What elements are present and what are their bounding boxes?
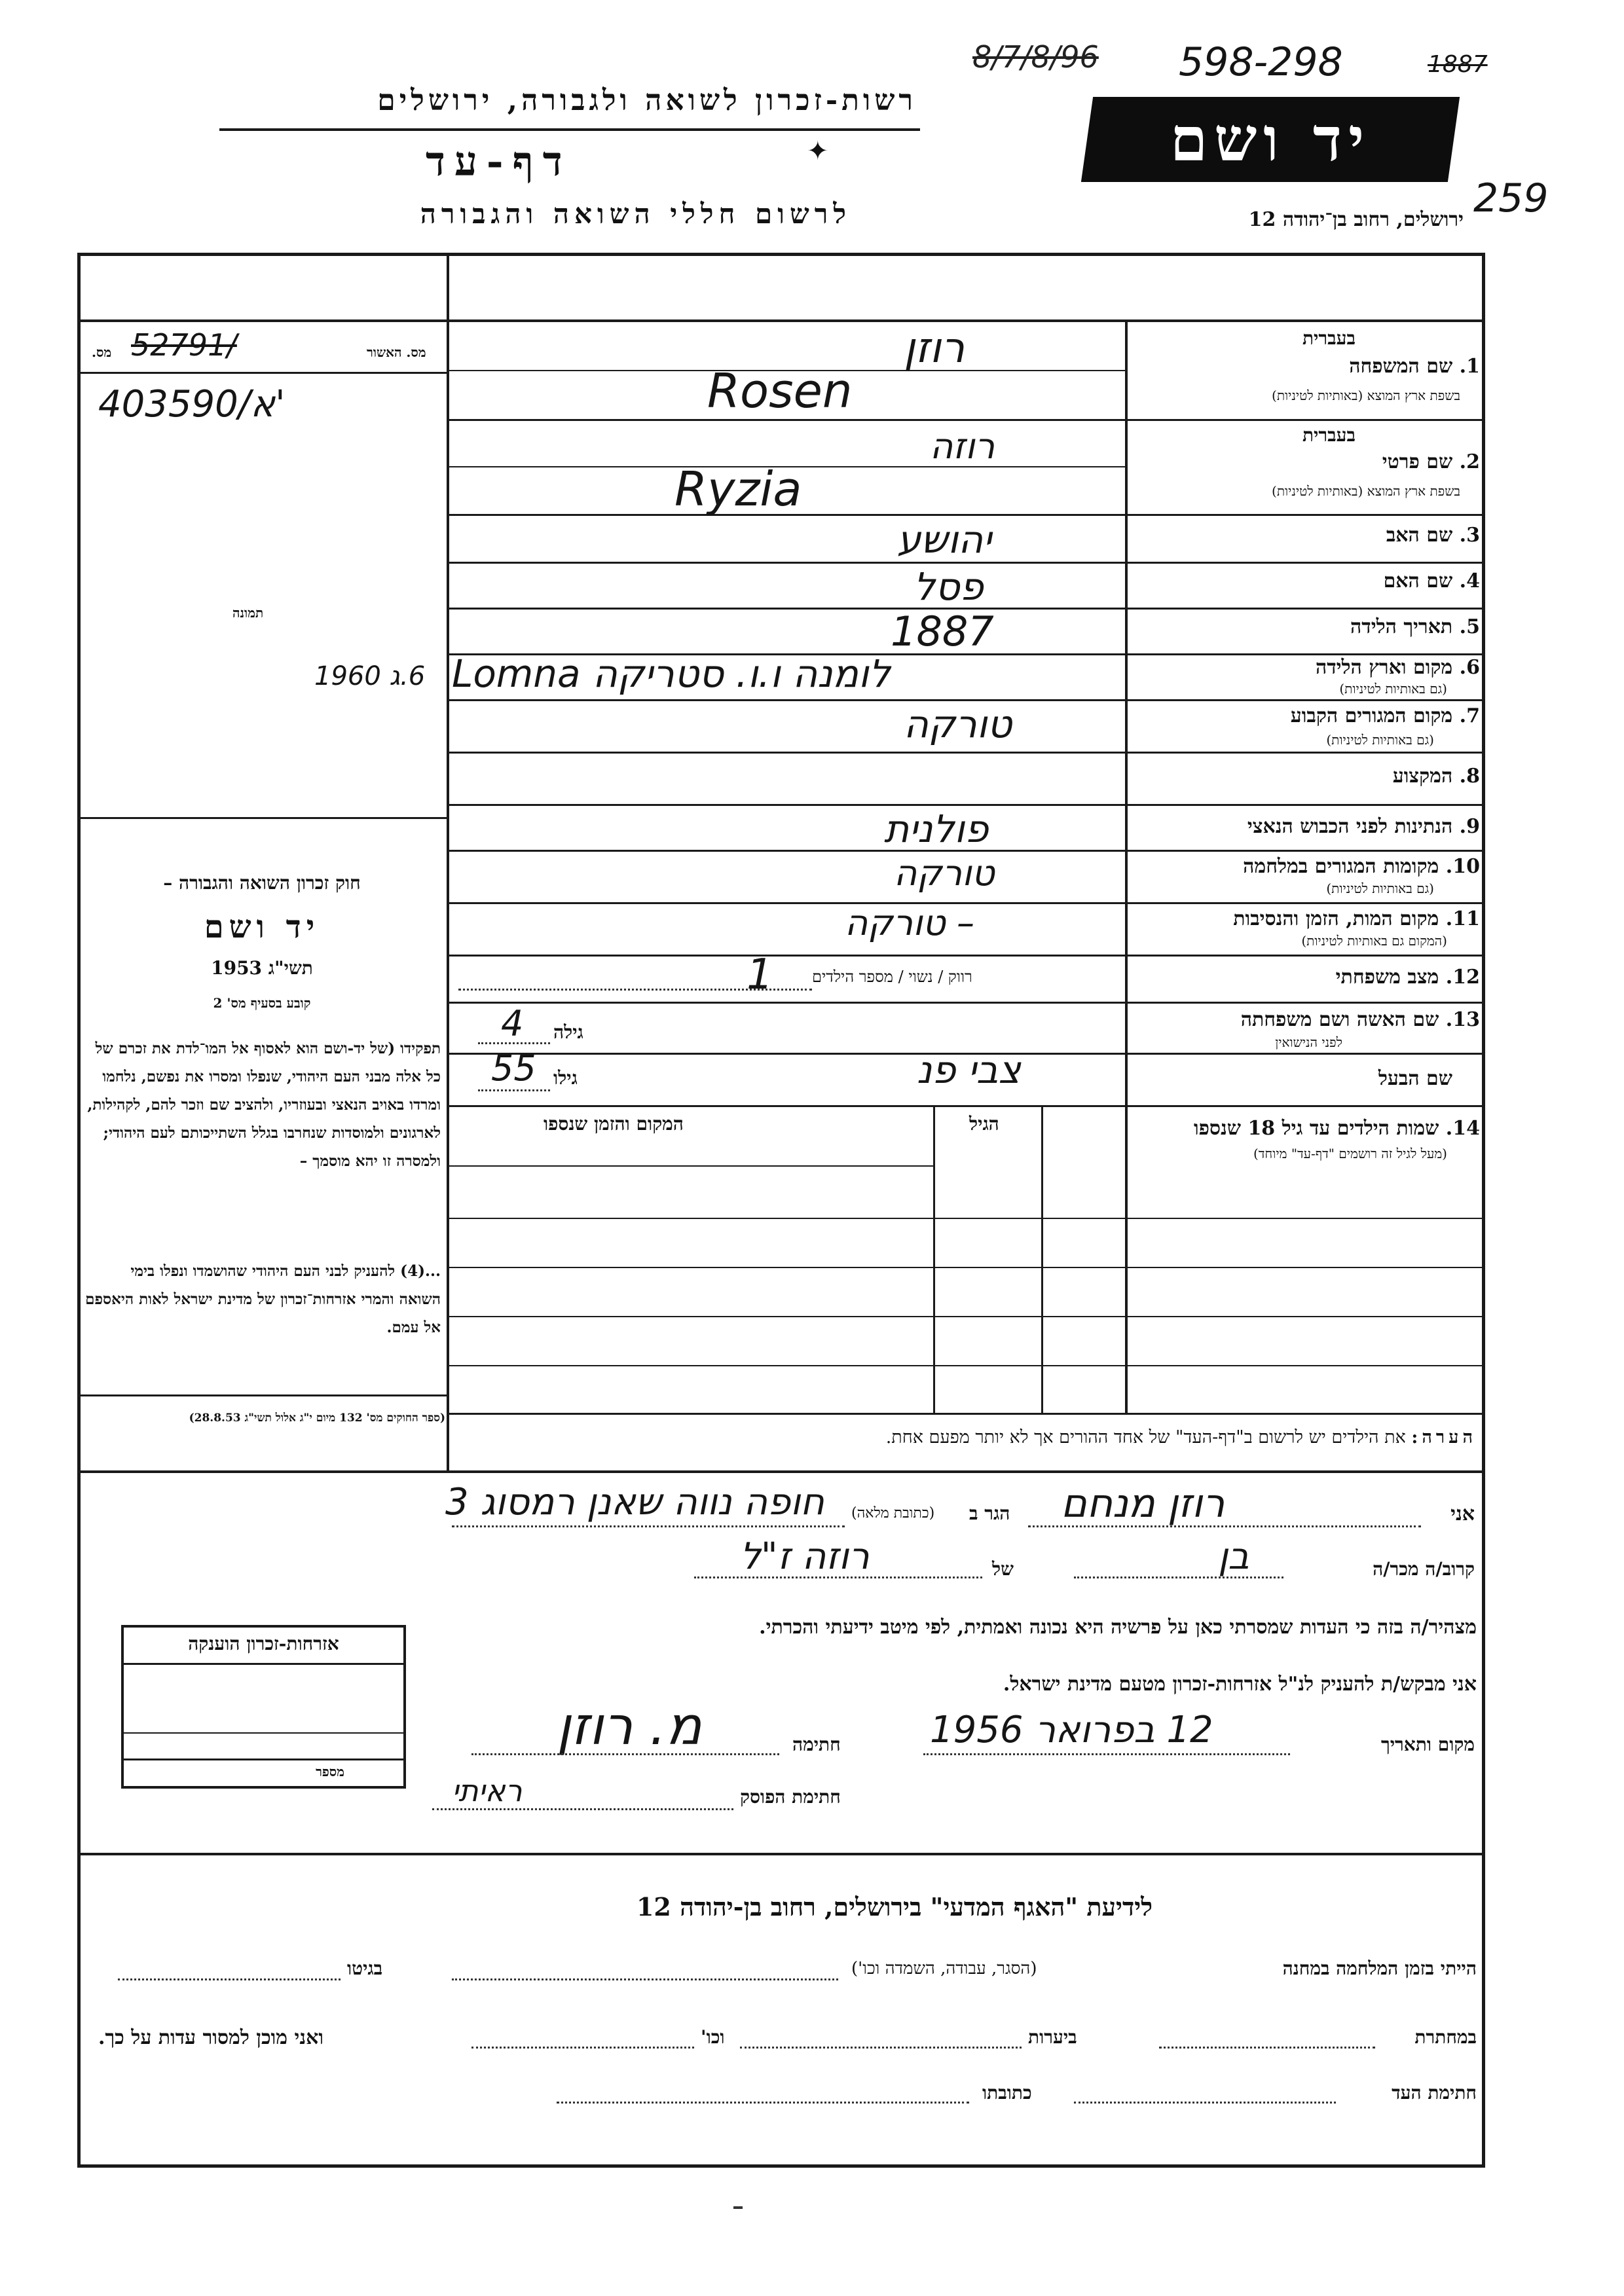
wartime-residence: טורקה	[894, 852, 995, 894]
law-title: חוק זכרון השואה והגבורה –	[163, 872, 361, 894]
marital-value: 1	[747, 951, 773, 999]
field-10-num: 10.	[1445, 855, 1480, 878]
remark-label: הערה:	[1411, 1427, 1477, 1448]
death-place: – טורקה	[845, 902, 974, 943]
field-7-label	[1291, 704, 1480, 727]
nationality: פולנית	[884, 807, 989, 851]
field-9-num: 9.	[1459, 815, 1480, 838]
footer-line1-label: הייתי בזמן המלחמה במחנה	[1282, 1958, 1477, 1979]
field-3-label	[1386, 524, 1480, 547]
children-row-rule	[449, 1267, 1484, 1268]
left-rule-photo	[79, 817, 448, 819]
left-rule-cert	[79, 372, 448, 374]
decl-address: חופה נווה שאנן רמסוג 3	[445, 1481, 824, 1523]
field-2-note: בשפת ארץ המוצא (באותיות לטיניות)	[1272, 483, 1460, 499]
field-3-text: שם האב	[1386, 524, 1453, 547]
footer-line2-a-dots	[1159, 2047, 1375, 2049]
decl-address-line	[452, 1525, 845, 1527]
children-header-rule	[449, 1165, 934, 1167]
field-4-label	[1384, 570, 1480, 592]
left-col-divider	[447, 253, 449, 1470]
header-address: ירושלים, רחוב בן־יהודה 12	[1248, 208, 1464, 231]
date-note: 6.ג 1960	[314, 661, 426, 691]
page-speck	[733, 2206, 743, 2209]
field-12-label	[1336, 966, 1480, 989]
husband-label: שם הבעל	[1378, 1067, 1452, 1090]
field-4-num: 4.	[1459, 570, 1480, 592]
footer-line2-c: וכו'	[701, 2026, 725, 2048]
decl-officer-line	[432, 1808, 733, 1810]
yad-vashem-logo	[1081, 97, 1460, 182]
footer-line2-a: במחתרת	[1414, 2026, 1477, 2048]
decl-relation-value: בן	[1218, 1535, 1249, 1578]
decl-officer-sign: ראיתי	[452, 1773, 523, 1808]
decl-relation-label: קרוב/ה מכר/ה	[1373, 1558, 1475, 1580]
field-2-text: שם פרטי	[1382, 450, 1453, 473]
footer-line2-c-dots	[471, 2047, 694, 2049]
field-6-label	[1316, 656, 1480, 679]
decl-of-label: של	[992, 1558, 1014, 1580]
field-11-label	[1233, 907, 1480, 930]
form-frame	[77, 253, 1485, 2168]
stamp-box-mid-rule	[124, 1732, 403, 1734]
row-rule	[449, 419, 1484, 421]
row-rule	[449, 804, 1484, 806]
field-7-num: 7.	[1459, 704, 1480, 727]
field-12-num: 12.	[1445, 966, 1480, 989]
firstname-hebrew: רוזה	[930, 426, 995, 467]
stamp-box-number-label: מספר	[316, 1764, 344, 1779]
father-name: יהושע	[897, 517, 992, 562]
row-rule	[449, 1105, 1484, 1107]
decl-signature-label: חתימה	[792, 1734, 841, 1755]
left-rule-law	[79, 1394, 448, 1396]
field-11-note: (המקום גם באותיות לטיניות)	[1301, 933, 1447, 949]
row-rule	[449, 699, 1484, 701]
photo-label: תמונה	[232, 605, 264, 621]
decl-place-date-value: 12 בפרואר 1956	[930, 1709, 1213, 1751]
footer-line2-d: ואני מוכן למסור עדות על כך.	[98, 2026, 324, 2049]
field-1-lang: בעברית	[1302, 327, 1356, 349]
org-line: רשות-זכרון לשואה ולגבורה, ירושלים	[377, 84, 917, 117]
marital-options: רווק / נשוי / מספר הילדים	[812, 968, 972, 986]
field-8-label	[1393, 765, 1480, 788]
wife-age-label: גילה	[553, 1021, 583, 1043]
field-5-label	[1350, 615, 1480, 638]
top-corner-mark: 1887	[1428, 51, 1488, 78]
footer-line1-end-dots	[118, 1978, 341, 1980]
children-bottom-rule	[449, 1413, 1484, 1415]
row-rule	[449, 1002, 1484, 1004]
decl-statement: מצהיר/ה בזה כי העדות שמסרתי כאן על פרשיה היא נכונה ואמתית, לפי מיטב ידיעתי והכרתי.	[759, 1616, 1477, 1639]
decl-of-line	[694, 1576, 982, 1578]
decl-place-date-label: מקום ותאריך	[1380, 1734, 1475, 1755]
field-10-note: (גם באותיות לטיניות)	[1326, 881, 1434, 896]
field-1-text: שם המשפחה	[1349, 355, 1453, 378]
field-9-text: הנתינות לפני הכבוש הנאצי	[1247, 815, 1453, 838]
law-source: (ספר החוקים מס' 132 מיום י"ג אלול תשי"ג 28.8.53)	[189, 1412, 445, 1425]
children-row-rule	[449, 1316, 1484, 1317]
mother-name: פסל	[913, 564, 984, 609]
footer-line3-b-dots	[557, 2102, 969, 2104]
label-col-divider	[1125, 321, 1128, 1414]
side-number: 259	[1473, 175, 1549, 221]
birthplace: לומנה ו.ו. סטריקה Lomna	[452, 651, 891, 696]
decl-place-date-line	[923, 1753, 1290, 1755]
decl-officer-label: חתימת הפוסק	[740, 1786, 841, 1808]
cert-label: מס. האשור	[367, 344, 426, 360]
field-6-text: מקום וארץ הלידה	[1315, 656, 1453, 679]
footer-title: לידיעת "האגף המדעי" בירושלים, רחוב בן-יהודה 12	[636, 1892, 1153, 1922]
stamp-box-title: אזרחות-זכרון הוענקה	[188, 1633, 339, 1654]
law-name: יד ושם	[204, 909, 320, 945]
wife-age-underline	[478, 1042, 550, 1044]
field-5-num: 5.	[1459, 615, 1480, 638]
field-1-num: 1.	[1459, 355, 1480, 378]
husband-age-underline	[478, 1089, 550, 1091]
footer-line1-end: בגיטו	[347, 1958, 383, 1979]
top-file-number: 598-298	[1179, 39, 1343, 85]
field-10-label	[1243, 855, 1480, 878]
declaration-bottom-rule	[79, 1853, 1484, 1855]
field-13-label	[1241, 1008, 1480, 1031]
footer-line2-b: ביערות	[1028, 2026, 1077, 2048]
field-13-text: שם האשה ושם משפחתה	[1240, 1008, 1439, 1031]
row-rule	[449, 752, 1484, 754]
firstname-latin: Ryzia	[674, 462, 802, 517]
field-11-num: 11.	[1445, 907, 1480, 930]
husband-name: צבי פנ	[917, 1048, 1021, 1092]
field-1-label	[1349, 355, 1480, 378]
field-9-label	[1247, 815, 1480, 838]
logo-text: יד ושם	[1170, 104, 1371, 175]
decl-signature-line	[471, 1753, 779, 1755]
remark-line	[886, 1427, 1477, 1448]
surname-latin: Rosen	[707, 363, 853, 418]
wife-age-value: 4	[501, 1003, 524, 1044]
surname-hebrew: רוזן	[904, 324, 965, 373]
footer-line3-a-dots	[1074, 2102, 1336, 2104]
top-crossed-number: 8/7/8/96	[972, 39, 1099, 75]
row-rule	[449, 562, 1484, 564]
children-col-divider-b	[1041, 1106, 1043, 1414]
row-rule	[449, 955, 1484, 957]
decl-relation-line	[1074, 1576, 1283, 1578]
husband-age-value: 55	[491, 1048, 536, 1089]
field-2-label	[1382, 450, 1480, 473]
footer-line1-dots	[452, 1978, 838, 1980]
row-rule	[449, 514, 1484, 516]
field-2-lang: בעברית	[1302, 424, 1356, 446]
footer-line2-b-dots	[740, 2047, 1022, 2049]
children-col-place: המקום והזמן שנספו	[544, 1113, 684, 1135]
form-subtitle: לרשום חללי השואה והגבורה	[420, 198, 851, 230]
field-12-text: מצב משפחתי	[1335, 966, 1439, 989]
cert-value: 403590/א'	[98, 383, 286, 426]
children-row-rule	[449, 1218, 1484, 1219]
decl-signature: מ. רוזן	[557, 1696, 702, 1757]
field-2-num: 2.	[1459, 450, 1480, 473]
header-rule	[219, 128, 920, 131]
residence: טורקה	[904, 702, 1012, 746]
field-8-num: 8.	[1459, 765, 1480, 788]
field-14-text: שמות הילדים עד גיל 18 שנספו	[1193, 1117, 1439, 1140]
husband-age-label: גילו	[553, 1067, 578, 1089]
remark-rule	[79, 1470, 1484, 1473]
bullet-mark: ✦	[807, 136, 829, 166]
decl-ani: אני	[1450, 1503, 1475, 1525]
children-row-rule	[449, 1365, 1484, 1366]
field-10-text: מקומות המגורים במלחמה	[1243, 855, 1439, 878]
law-clause: קובע בסעיף מס' 2	[213, 995, 311, 1011]
decl-name: רוזן מנחם	[1061, 1481, 1225, 1527]
footer-line3-a: חתימת העד	[1392, 2082, 1477, 2104]
top-strip-rule	[79, 319, 1484, 322]
stamp-box-title-rule	[124, 1663, 403, 1665]
field-5-text: תאריך הלידה	[1350, 615, 1453, 638]
field-1-note: בשפת ארץ המוצא (באותיות לטיניות)	[1272, 388, 1460, 403]
field-3-num: 3.	[1459, 524, 1480, 547]
field-14-note: (מעל לגיל זה רושמים "דף-עד" מיוחד)	[1253, 1146, 1447, 1161]
footer-line3-b: כתובתו	[982, 2082, 1032, 2104]
decl-of-value: רוזה ז"ל	[740, 1535, 870, 1578]
field-4-text: שם האם	[1383, 570, 1453, 592]
decl-resident-note: (כתובת מלאה)	[851, 1505, 935, 1522]
decl-request: אני מבקש/ת להעניק לנ"ל אזרחות-זכרון מטעם מדינת ישראל.	[1003, 1673, 1477, 1696]
field-11-text: מקום המות, הזמן והנסיבות	[1233, 907, 1439, 930]
field-7-text: מקום המגורים הקבוע	[1290, 704, 1453, 727]
field-14-num: 14.	[1445, 1117, 1480, 1140]
birth-date: 1887	[891, 608, 994, 655]
law-year: תשי"ג 1953	[211, 957, 313, 979]
marital-underline	[458, 989, 812, 991]
law-text: תפקידו (של יד-ושם הוא לאסוף אל המו־לדת את זכרם של כל אלה מבני העם היהודי, שנפלו ומסרו את נפשם, נלחמו ומרדו באויב הנאצי ובעוזריו, ולהציב שם וזכר להם, לקהילות, לארגונים ולמוסדות שנחרבו בגלל השתייכותם לעם היהודי; ולמסרה זו יהא מוסמך –	[87, 1040, 441, 1170]
footer-line1-note: (הסגר, עבודה, השמדה וכו')	[851, 1959, 1037, 1978]
cert-crossed: 52791/	[131, 327, 237, 363]
field-6-note: (גם באותיות לטיניות)	[1339, 681, 1447, 697]
field-14-label	[1194, 1117, 1480, 1140]
citizenship-stamp-box	[121, 1625, 406, 1789]
cert-prefix: מס.	[92, 344, 112, 360]
remark-text: את הילדים יש לרשום ב"דף-העד" של אחד ההורים אך לא יותר מפעם אחת.	[885, 1427, 1406, 1448]
field-7-note: (גם באותיות לטיניות)	[1326, 732, 1434, 748]
field-8-text: המקצוע	[1392, 765, 1453, 788]
children-col-divider-a	[933, 1106, 935, 1414]
children-col-age: הגיל	[969, 1113, 999, 1135]
field-13-num: 13.	[1445, 1008, 1480, 1031]
law-text-2: ...(4) להעניק לבני העם היהודי שהושמדו ונפלו בימי השואה והמרי אזרחות־זכרון של מדינת ישראל לאות היאספם אל עמם.	[85, 1262, 441, 1336]
decl-resident: הגר ב	[969, 1503, 1010, 1524]
field-13-note: לפני הנישואין	[1275, 1034, 1342, 1050]
form-title: דף-עד	[426, 137, 572, 185]
field-6-num: 6.	[1459, 656, 1480, 679]
stamp-box-bottom-rule	[124, 1758, 403, 1760]
